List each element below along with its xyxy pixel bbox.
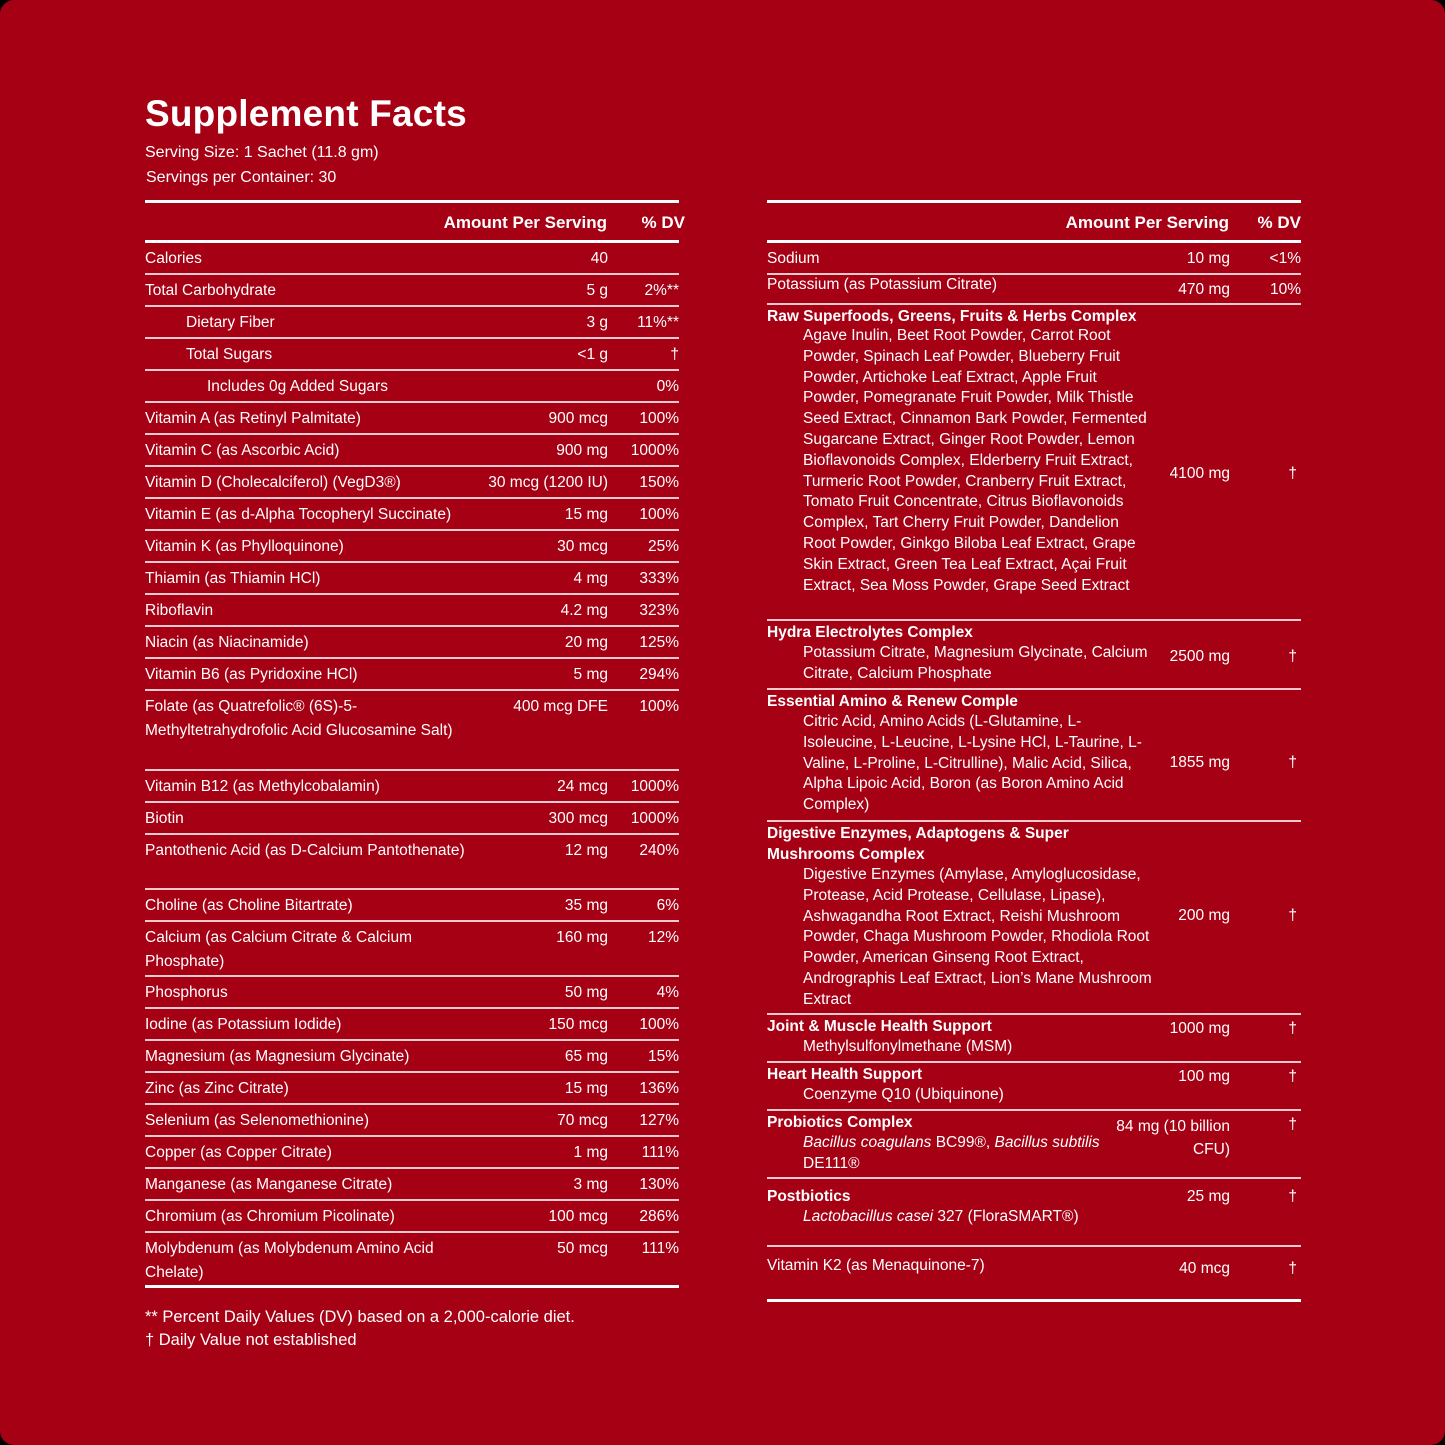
column-header-dv: % DV — [641, 213, 685, 232]
nutrient-name: Thiamin (as Thiamin HCl) — [145, 570, 321, 587]
nutrient-name: Selenium (as Selenomethionine) — [145, 1112, 370, 1129]
complex-ingredients: Bacillus coagulans BC99®, Bacillus subtilis DE111® — [803, 1134, 1100, 1172]
table-row-heart — [767, 1063, 1301, 1111]
nutrient-amount: 20 mg — [564, 634, 608, 651]
table-row-digestive — [767, 822, 1301, 1015]
nutrient-name: Riboflavin — [145, 602, 214, 619]
nutrient-name: Phosphorus — [145, 984, 228, 1001]
complex-heading: Probiotics Complex — [767, 1114, 913, 1131]
complex-amount: 2500 mg — [1169, 648, 1230, 665]
nutrient-name: Total Carbohydrate — [145, 282, 276, 299]
table-row — [145, 1041, 679, 1073]
complex-amount: 100 mg — [1178, 1068, 1230, 1085]
nutrient-dv: 1000% — [630, 810, 679, 827]
complex-heading: Postbiotics — [767, 1188, 851, 1205]
complex-ingredients: Citric Acid, Amino Acids (L-Glutamine, L-Isoleucine, L-Leucine, L-Lysine HCl, L-Taurine, L-Valine, L-Proline, L-Citrulline), Malic Acid, Silica, Alpha Lipoic Acid, Boron (as Boron Amino Acid Complex) — [803, 713, 1142, 814]
nutrient-name: Folate (as Quatrefolic® (6S)-5-Methyltetrahydrofolic Acid Glucosamine Salt) — [145, 698, 453, 739]
nutrient-name: Pantothenic Acid (as D-Calcium Pantothenate) — [145, 842, 465, 859]
nutrient-dv: 10% — [1269, 281, 1301, 298]
nutrient-table-left — [145, 200, 685, 1288]
table-row — [145, 435, 679, 467]
complex-ingredients: Methylsulfonylmethane (MSM) — [803, 1038, 1013, 1055]
nutrient-amount: 300 mcg — [548, 810, 608, 827]
nutrient-dv: 127% — [639, 1112, 679, 1129]
table-header — [145, 203, 685, 243]
table-row — [145, 467, 679, 499]
table-row — [145, 977, 679, 1009]
table-row-joint — [767, 1015, 1301, 1063]
nutrient-amount: <1 g — [577, 346, 608, 363]
nutrient-dv: 240% — [639, 842, 679, 859]
table-row — [145, 890, 679, 922]
nutrient-name: Total Sugars — [186, 346, 273, 363]
table-row — [145, 531, 679, 563]
table-row — [767, 275, 1301, 305]
column-header-amount: Amount Per Serving — [443, 213, 607, 232]
nutrient-amount: 35 mg — [564, 897, 608, 914]
table-row-probiotics — [767, 1111, 1301, 1179]
nutrient-name: Calories — [145, 250, 202, 267]
table-row — [145, 691, 679, 771]
strain-name: Lactobacillus casei — [803, 1208, 934, 1225]
nutrient-amount: 70 mcg — [557, 1112, 608, 1129]
nutrient-amount: 900 mcg — [548, 410, 608, 427]
table-row — [145, 339, 679, 371]
nutrient-amount: 15 mg — [564, 1080, 608, 1097]
nutrient-name: Dietary Fiber — [186, 314, 275, 331]
column-header-dv: % DV — [1257, 213, 1301, 232]
table-row-postbiotics — [767, 1179, 1301, 1247]
complex-ingredients: Digestive Enzymes (Amylase, Amyloglucosidase, Protease, Acid Protease, Cellulase, Lipase), Ashwagandha Root Extract, Reishi Mushroom Powder, Chaga Mushroom Powder, Rhodiola Root Powder, American Ginseng Root Extract, Andrographis Leaf Extract, Lion’s Mane Mushroom Extract — [803, 866, 1152, 1008]
nutrient-amount: 160 mg — [556, 929, 608, 946]
nutrient-name: Chromium (as Chromium Picolinate) — [145, 1208, 395, 1225]
table-row — [145, 1105, 679, 1137]
nutrient-amount: 100 mcg — [548, 1208, 608, 1225]
strain-name: Bacillus subtilis — [994, 1134, 1100, 1151]
nutrient-name: Vitamin C (as Ascorbic Acid) — [145, 442, 340, 459]
complex-amount: 1855 mg — [1169, 754, 1230, 771]
nutrient-dv: 100% — [639, 506, 679, 523]
nutrient-amount: 50 mg — [564, 984, 608, 1001]
nutrient-name: Niacin (as Niacinamide) — [145, 634, 309, 651]
table-row — [145, 563, 679, 595]
complex-ingredients: Lactobacillus casei 327 (FloraSMART®) — [803, 1208, 1079, 1225]
nutrient-dv: 12% — [647, 929, 679, 946]
nutrient-name: Vitamin D (Cholecalciferol) (VegD3®) — [145, 474, 401, 491]
nutrient-dv: 0% — [656, 378, 679, 395]
nutrient-dv: 11%** — [637, 314, 679, 331]
nutrient-dv: <1% — [1269, 250, 1301, 267]
nutrient-name: Choline (as Choline Bitartrate) — [145, 897, 353, 914]
table-row — [145, 1009, 679, 1041]
nutrient-amount: 5 g — [586, 282, 608, 299]
table-header — [767, 203, 1301, 243]
nutrient-name: Calcium (as Calcium Citrate & Calcium Phosphate) — [145, 929, 413, 970]
footnote-dagger: † Daily Value not established — [145, 1331, 357, 1349]
table-row — [145, 403, 679, 435]
nutrient-name: Vitamin B12 (as Methylcobalamin) — [145, 778, 380, 795]
table-row — [145, 835, 679, 890]
nutrient-amount: 40 mcg — [1179, 1260, 1230, 1277]
nutrient-amount: 40 — [590, 250, 608, 267]
table-row — [145, 499, 679, 531]
nutrient-dv: 286% — [639, 1208, 679, 1225]
nutrient-amount: 4.2 mg — [560, 602, 608, 619]
nutrient-dv: 1000% — [630, 442, 679, 459]
nutrient-dv: 100% — [639, 1016, 679, 1033]
table-row-electrolytes — [767, 621, 1301, 690]
servings-per-container: Servings per Container: 30 — [146, 169, 337, 186]
page-title: Supplement Facts — [145, 93, 467, 134]
complex-amount: 1000 mg — [1169, 1020, 1230, 1037]
nutrient-dv: 125% — [639, 634, 679, 651]
serving-size: Serving Size: 1 Sachet (11.8 gm) — [145, 144, 379, 161]
table-row — [145, 595, 679, 627]
column-header-amount: Amount Per Serving — [1065, 213, 1229, 232]
nutrient-dv: 294% — [639, 666, 679, 683]
nutrient-name: Vitamin K2 (as Menaquinone-7) — [767, 1257, 985, 1274]
nutrient-dv: 15% — [647, 1048, 679, 1065]
nutrient-name: Manganese (as Manganese Citrate) — [145, 1176, 393, 1193]
nutrient-dv: 111% — [641, 1240, 679, 1257]
nutrient-amount: 1 mg — [573, 1144, 608, 1161]
nutrient-amount: 900 mg — [556, 442, 608, 459]
table-row — [145, 771, 679, 803]
nutrient-amount: 470 mg — [1178, 281, 1230, 298]
complex-ingredients: Potassium Citrate, Magnesium Glycinate, Calcium Citrate, Calcium Phosphate — [803, 644, 1148, 682]
nutrient-name: Includes 0g Added Sugars — [207, 378, 388, 395]
nutrient-name: Vitamin E (as d-Alpha Tocopheryl Succinate) — [145, 506, 452, 523]
dagger-icon: † — [1288, 754, 1297, 771]
nutrient-amount: 5 mg — [573, 666, 608, 683]
table-row — [145, 1073, 679, 1105]
nutrient-name: Vitamin K (as Phylloquinone) — [145, 538, 344, 555]
complex-heading: Heart Health Support — [767, 1066, 923, 1083]
nutrient-dv: 100% — [639, 410, 679, 427]
nutrient-amount: 150 mcg — [548, 1016, 608, 1033]
complex-amount: 200 mg — [1178, 907, 1230, 924]
complex-heading: Hydra Electrolytes Complex — [767, 624, 973, 641]
nutrient-amount: 65 mg — [564, 1048, 608, 1065]
dagger-icon: † — [1288, 1068, 1297, 1085]
table-row — [145, 1169, 679, 1201]
table-row-superfoods — [767, 305, 1301, 621]
table-row — [145, 1201, 679, 1233]
nutrient-dv: 333% — [639, 570, 679, 587]
table-row — [145, 1233, 679, 1288]
nutrient-name: Molybdenum (as Molybdenum Amino Acid Chelate) — [145, 1240, 434, 1281]
nutrient-dv: 25% — [647, 538, 679, 555]
table-row — [767, 243, 1301, 275]
table-row — [145, 922, 679, 977]
complex-heading: Digestive Enzymes, Adaptogens & Super Mushrooms Complex — [767, 825, 1069, 863]
nutrient-amount: 400 mcg DFE — [513, 698, 608, 715]
dagger-icon: † — [1288, 1188, 1297, 1205]
dagger-icon: † — [1288, 465, 1297, 482]
table-row — [767, 1247, 1301, 1302]
dagger-icon: † — [1288, 1020, 1297, 1037]
nutrient-dv: † — [670, 346, 679, 363]
complex-heading: Raw Superfoods, Greens, Fruits & Herbs Complex — [767, 308, 1137, 325]
nutrient-name: Potassium (as Potassium Citrate) — [767, 276, 997, 293]
nutrient-amount: 4 mg — [573, 570, 608, 587]
nutrient-name: Copper (as Copper Citrate) — [145, 1144, 332, 1161]
nutrient-amount: 3 mg — [573, 1176, 608, 1193]
table-row — [145, 803, 679, 835]
complex-ingredients: Agave Inulin, Beet Root Powder, Carrot Root Powder, Spinach Leaf Powder, Blueberry Fruit Powder, Artichoke Leaf Extract, Apple Fruit Powder, Pomegranate Fruit Powder, Milk Thistle Seed Extract, Cinnamon Bark Powder, Fermented Sugarcane Extract, Ginger Root Powder, Lemon Bioflavonoids Complex, Elderberry Fruit Extract, Turmeric Root Powder, Cranberry Fruit Extract, Tomato Fruit Concentrate, Citrus Bioflavonoids Complex, Tart Cherry Fruit Powder, Dandelion Root Powder, Ginkgo Biloba Leaf Extract, Grape Skin Extract, Green Tea Leaf Extract, Açai Fruit Extract, Sea Moss Powder, Grape Seed Extract — [803, 327, 1147, 594]
table-row — [145, 659, 679, 691]
nutrient-dv: 4% — [656, 984, 679, 1001]
nutrient-dv: 136% — [639, 1080, 679, 1097]
complex-amount: 25 mg — [1186, 1188, 1230, 1205]
nutrient-amount: 30 mcg — [557, 538, 608, 555]
dagger-icon: † — [1288, 907, 1297, 924]
nutrient-amount: 12 mg — [564, 842, 608, 859]
table-row — [145, 243, 679, 275]
nutrient-dv: 2%** — [644, 282, 679, 299]
table-row — [145, 307, 679, 339]
nutrient-amount: 30 mcg (1200 IU) — [488, 474, 608, 491]
nutrient-name: Vitamin A (as Retinyl Palmitate) — [145, 410, 361, 427]
nutrient-amount: 3 g — [586, 314, 608, 331]
nutrient-name: Vitamin B6 (as Pyridoxine HCl) — [145, 666, 358, 683]
dagger-icon: † — [1288, 1116, 1297, 1133]
nutrient-name: Zinc (as Zinc Citrate) — [145, 1080, 289, 1097]
nutrient-amount: 15 mg — [564, 506, 608, 523]
table-row — [145, 1137, 679, 1169]
complex-ingredients: Coenzyme Q10 (Ubiquinone) — [803, 1086, 1004, 1103]
nutrient-dv: 130% — [639, 1176, 679, 1193]
dagger-icon: † — [1288, 1260, 1297, 1277]
complex-heading: Joint & Muscle Health Support — [767, 1018, 992, 1035]
nutrient-table-right — [767, 200, 1301, 1302]
nutrient-dv: 100% — [639, 698, 679, 715]
table-row-amino — [767, 690, 1301, 822]
nutrient-name: Biotin — [145, 810, 184, 827]
table-row — [145, 627, 679, 659]
nutrient-dv: 111% — [641, 1144, 679, 1161]
complex-heading: Essential Amino & Renew Comple — [767, 693, 1018, 710]
footnote-dv: ** Percent Daily Values (DV) based on a 2,000-calorie diet. — [145, 1308, 575, 1326]
nutrient-dv: 1000% — [630, 778, 679, 795]
complex-amount: 84 mg (10 billion CFU) — [1116, 1118, 1230, 1158]
nutrient-amount: 10 mg — [1186, 250, 1230, 267]
nutrient-dv: 150% — [639, 474, 679, 491]
table-row — [145, 275, 679, 307]
nutrient-amount: 50 mcg — [557, 1240, 608, 1257]
complex-amount: 4100 mg — [1169, 465, 1230, 482]
nutrient-dv: 323% — [639, 602, 679, 619]
nutrient-name: Iodine (as Potassium Iodide) — [145, 1016, 342, 1033]
nutrient-name: Sodium — [767, 250, 820, 267]
footnotes — [145, 1306, 575, 1352]
nutrient-name: Magnesium (as Magnesium Glycinate) — [145, 1048, 410, 1065]
dagger-icon: † — [1288, 648, 1297, 665]
table-row — [145, 371, 679, 403]
nutrient-dv: 6% — [656, 897, 679, 914]
strain-name: Bacillus coagulans — [803, 1134, 932, 1151]
nutrient-amount: 24 mcg — [557, 778, 608, 795]
